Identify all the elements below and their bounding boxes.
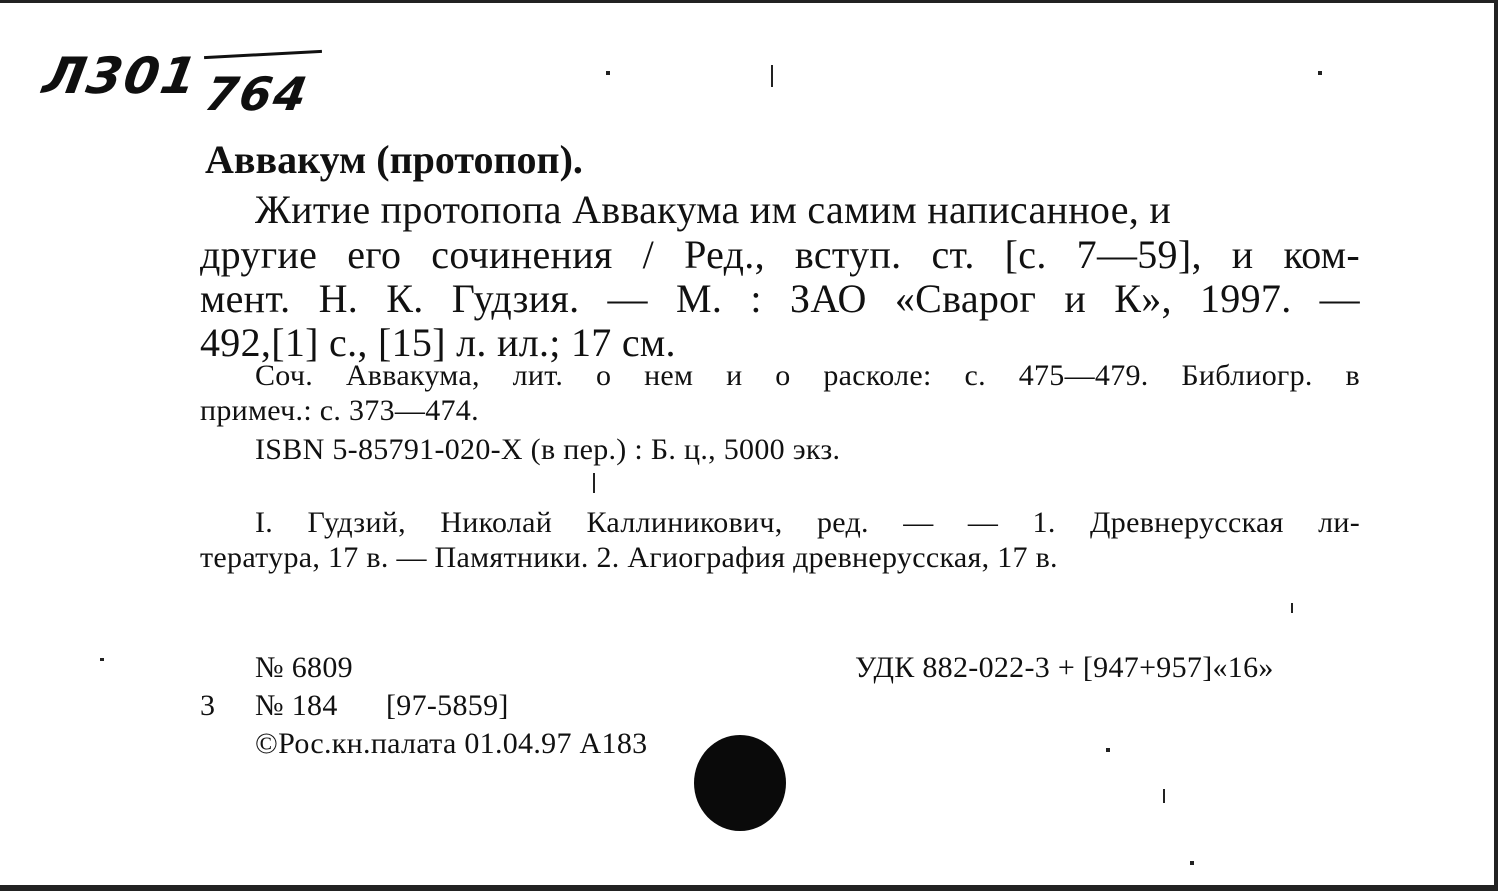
- ink-blot: [694, 735, 786, 831]
- udc-code: УДК 882-022-3 + [947+957]«16»: [855, 651, 1274, 684]
- card-prefix: 3: [200, 689, 216, 722]
- note-line-2: примеч.: с. 373—474.: [200, 394, 479, 427]
- title-line-4: 492,[1] с., [15] л. ил.; 17 см.: [200, 320, 676, 365]
- speck: [1163, 789, 1165, 803]
- author-heading: Аввакум (протопоп).: [205, 137, 583, 182]
- speck: [1190, 861, 1194, 865]
- speck: [100, 658, 104, 661]
- book-chamber-line: ©Рос.кн.палата 01.04.97 А183: [255, 727, 648, 760]
- subject-line-1: I. Гудзий, Николай Каллиникович, ред. — — 1. Древнерусская ли-: [255, 506, 1360, 539]
- title-line-2: другие его сочинения / Ред., вступ. ст. [с. 7—59], и ком-: [200, 232, 1360, 277]
- bracket-code: [97-5859]: [386, 689, 509, 722]
- subject-line-2: тература, 17 в. — Памятники. 2. Агиография древнерусская, 17 в.: [200, 541, 1058, 574]
- handwritten-shelf-number: 764: [201, 67, 313, 121]
- handwritten-overline: [204, 50, 322, 59]
- title-line-3: мент. Н. К. Гудзия. — М. : ЗАО «Сварог и К», 1997. —: [200, 276, 1360, 321]
- registration-number: № 184: [255, 689, 338, 722]
- isbn-line: ISBN 5-85791-020-X (в пер.) : Б. ц., 5000 экз.: [255, 433, 841, 466]
- speck: [606, 71, 610, 75]
- speck: [1291, 603, 1293, 613]
- card-number: № 6809: [255, 651, 353, 684]
- handwritten-call-number: Л301: [38, 47, 204, 105]
- speck: [1106, 748, 1110, 752]
- title-line-1: Житие протопопа Аввакума им самим написанное, и: [255, 187, 1172, 232]
- note-line-1: Соч. Аввакума, лит. о нем и о расколе: с. 475—479. Библиогр. в: [255, 359, 1360, 392]
- speck: [593, 473, 595, 493]
- speck: [1318, 71, 1322, 75]
- speck: [771, 65, 773, 87]
